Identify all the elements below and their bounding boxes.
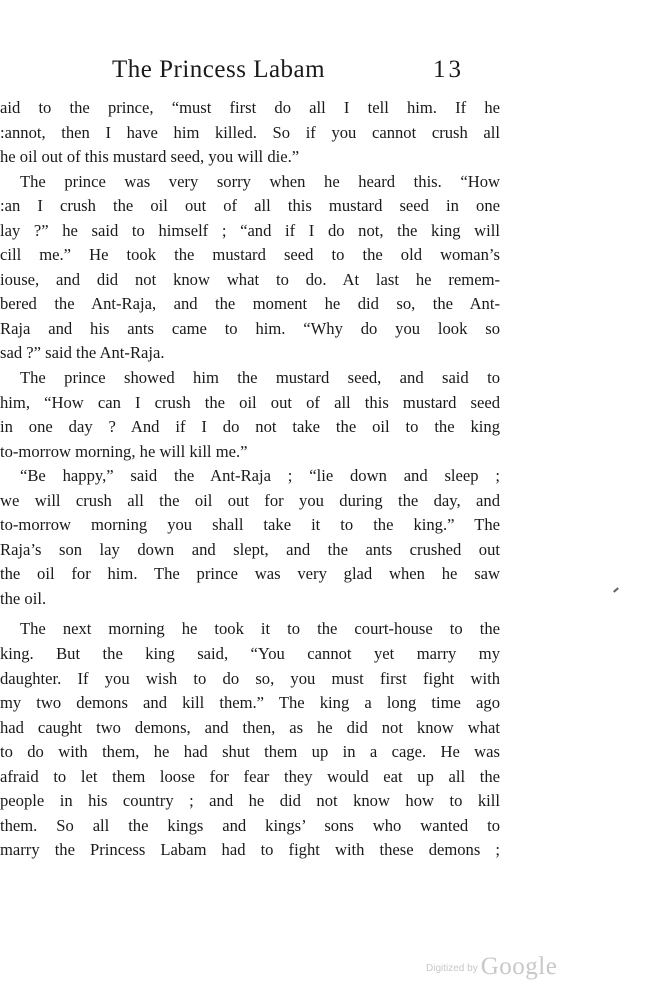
text-line: aid to the prince, “must first do all I tell him. If he	[0, 98, 500, 117]
text-line: afraid to let them loose for fear they would eat up all the	[0, 766, 500, 786]
running-title: The Princess Labam	[112, 56, 326, 83]
text-line: we will crush all the oil out for you during the day, and	[0, 490, 500, 510]
text-line: to-morrow morning, he will kill me.”	[0, 441, 248, 461]
text-line: him, “How can I crush the oil out of all this mustard seed	[0, 392, 500, 412]
text-line: marry the Princess Labam had to fight with these demons ;	[0, 840, 500, 860]
text-line: to do with them, he had shut them up in a cage. He was	[0, 742, 500, 762]
text-line: iouse, and did not know what to do. At last he remem-	[0, 269, 500, 289]
text-line: Raja’s son lay down and slept, and the ants crushed out	[0, 539, 500, 559]
text-line: people in his country ; and he did not know how to kill	[0, 791, 500, 811]
text-line: had caught two demons, and then, as he did not know what	[0, 717, 500, 737]
text-line: to-morrow morning you shall take it to the king.” The	[0, 515, 500, 535]
text-line: The prince showed him the mustard seed, and said to	[20, 368, 500, 388]
text-line: king. But the king said, “You cannot yet marry my	[0, 644, 500, 664]
text-line: bered the Ant-Raja, and the moment he did so, the Ant-	[0, 294, 500, 314]
text-line: lay ?” he said to himself ; “and if I do not, the king will	[0, 220, 500, 240]
text-line: cill me.” He took the mustard seed to the old woman’s	[0, 245, 500, 265]
running-head	[0, 56, 645, 90]
digitized-watermark	[426, 953, 557, 981]
text-line: :an I crush the oil out of all this mustard seed in one	[0, 196, 500, 216]
text-line: in one day ? And if I do not take the oil to the king	[0, 417, 500, 437]
text-line: The next morning he took it to the court-house to the	[20, 619, 500, 639]
text-line: daughter. If you wish to do so, you must first fight with	[0, 668, 500, 688]
watermark-prefix: Digitized by	[426, 963, 478, 974]
text-line: them. So all the kings and kings’ sons who wanted to	[0, 815, 500, 835]
text-line: sad ?” said the Ant-Raja.	[0, 343, 165, 363]
body-text	[0, 96, 500, 863]
text-line: the oil.	[0, 588, 47, 608]
text-line: Raja and his ants came to him. “Why do you look so	[0, 318, 500, 338]
text-line: my two demons and kill them.” The king a long time ago	[0, 693, 500, 713]
text-line: The prince was very sorry when he heard this. “How	[20, 171, 500, 191]
text-line: the oil for him. The prince was very glad when he saw	[0, 564, 500, 584]
text-line: :annot, then I have him killed. So if you cannot crush all	[0, 122, 500, 142]
margin-mark	[613, 587, 619, 592]
page-number: 13	[433, 56, 464, 83]
text-line: “Be happy,” said the Ant-Raja ; “lie down and sleep ;	[20, 466, 500, 486]
text-line: he oil out of this mustard seed, you will die.”	[0, 147, 300, 167]
watermark-brand: Google	[480, 953, 558, 980]
